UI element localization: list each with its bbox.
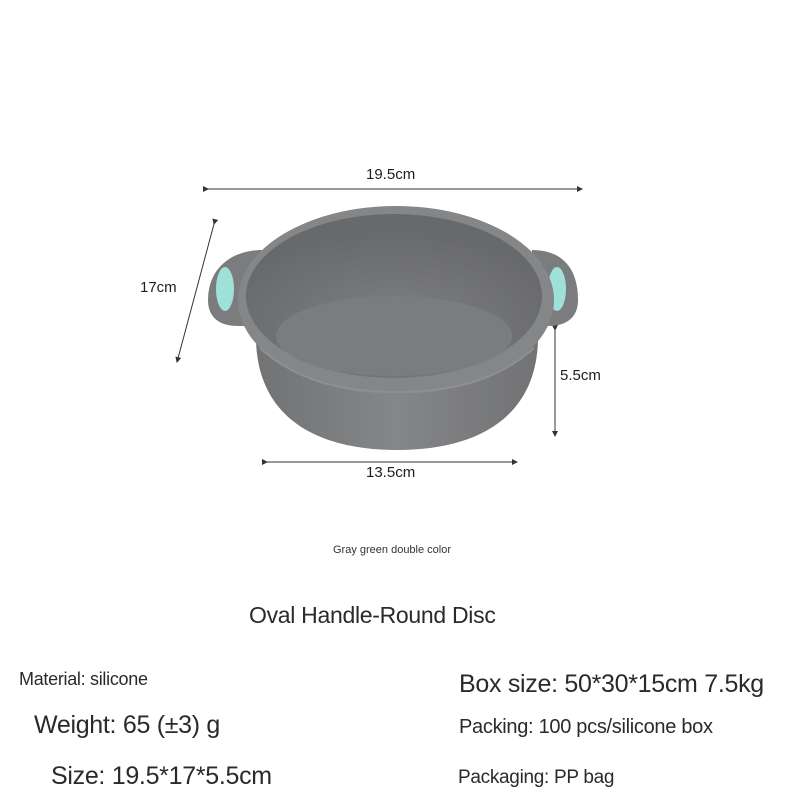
pan-floor xyxy=(276,296,512,376)
product-title: Oval Handle-Round Disc xyxy=(249,602,496,628)
color-caption: Gray green double color xyxy=(333,544,452,556)
spec-material: Material: silicone xyxy=(19,669,148,689)
spec-box-size: Box size: 50*30*15cm 7.5kg xyxy=(459,670,764,698)
bottom-width-label: 13.5cm xyxy=(366,464,416,481)
top-width-label: 19.5cm xyxy=(366,166,416,183)
spec-packing: Packing: 100 pcs/silicone box xyxy=(459,716,713,738)
spec-weight: Weight: 65 (±3) g xyxy=(34,711,221,739)
height-label: 5.5cm xyxy=(560,367,601,384)
depth-label: 17cm xyxy=(140,279,177,296)
left-handle-grip xyxy=(216,267,234,311)
spec-packaging: Packaging: PP bag xyxy=(458,767,615,788)
spec-size: Size: 19.5*17*5.5cm xyxy=(51,762,272,790)
